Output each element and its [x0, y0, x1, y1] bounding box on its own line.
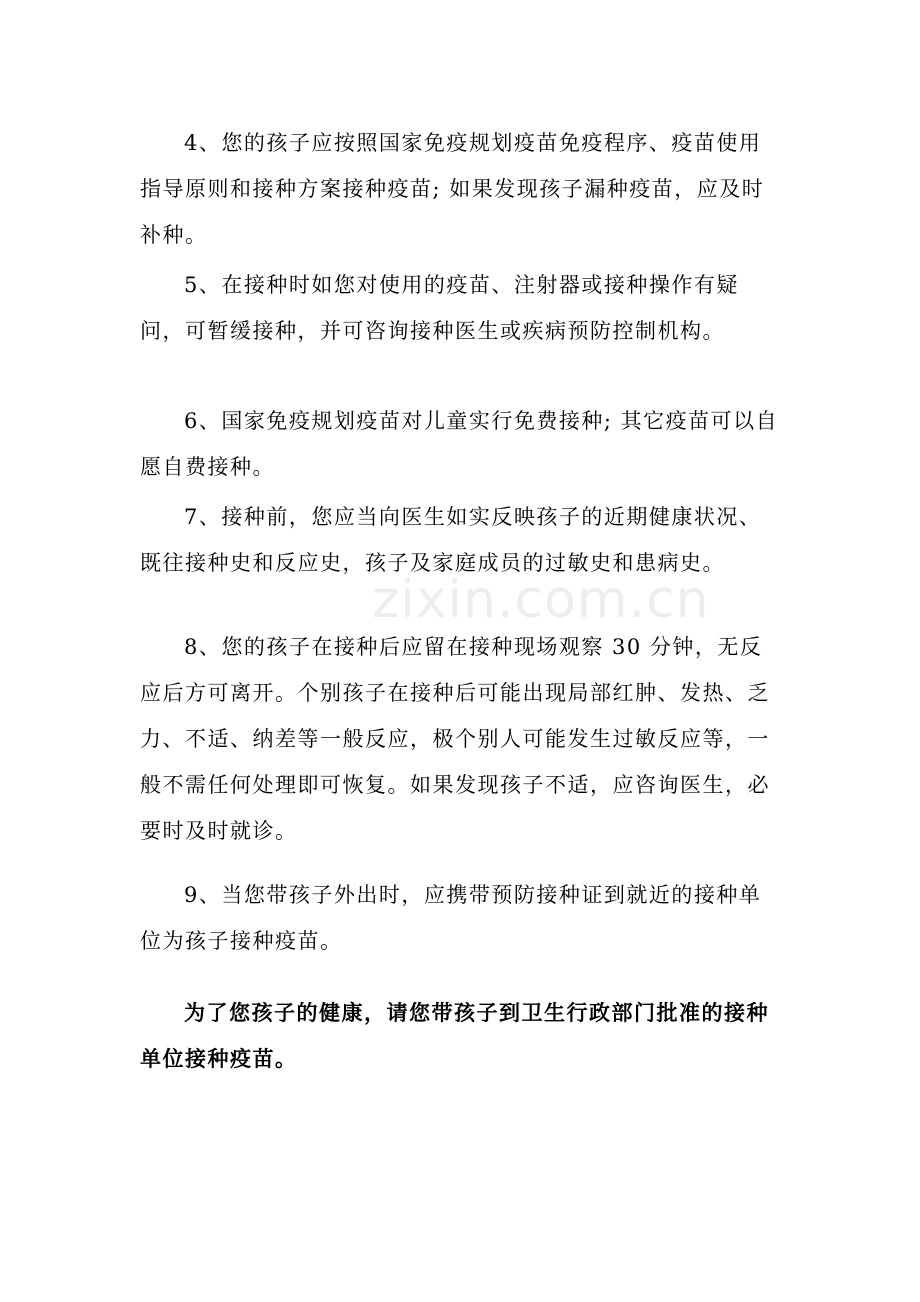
- paragraph-5: 5、在接种时如您对使用的疫苗、注射器或接种操作有疑问，可暂缓接种，并可咨询接种医生或疾病预防控制机构。: [140, 273, 739, 343]
- paragraph-8: 8、您的孩子在接种后应留在接种现场观察 30 分钟，无反应后方可离开。个别孩子在接种后可能出现局部红肿、发热、乏力、不适、纳差等一般反应，极个别人可能发生过敏反应等，一般不需任何处理即可恢复。如果发现孩子不适，应咨询医生，必要时及时就诊。: [140, 635, 770, 843]
- paragraph-4: 4、您的孩子应按照国家免疫规划疫苗免疫程序、疫苗使用指导原则和接种方案接种疫苗; 如果发现孩子漏种疫苗，应及时补种。: [140, 131, 765, 247]
- closing-statement: 为了您孩子的健康，请您带孩子到卫生行政部门批准的接种单位接种疫苗。: [140, 1000, 769, 1071]
- paragraph-9: 9、当您带孩子外出时，应携带预防接种证到就近的接种单位为孩子接种疫苗。: [140, 883, 762, 953]
- paragraph-6: 6、国家免疫规划疫苗对儿童实行免费接种; 其它疫苗可以自愿自费接种。: [140, 409, 779, 479]
- paragraph-7: 7、接种前，您应当向医生如实反映孩子的近期健康状况、既往接种史和反应史，孩子及家庭成员的过敏史和患病史。: [140, 505, 762, 575]
- watermark: zixin.com.cn: [372, 570, 710, 630]
